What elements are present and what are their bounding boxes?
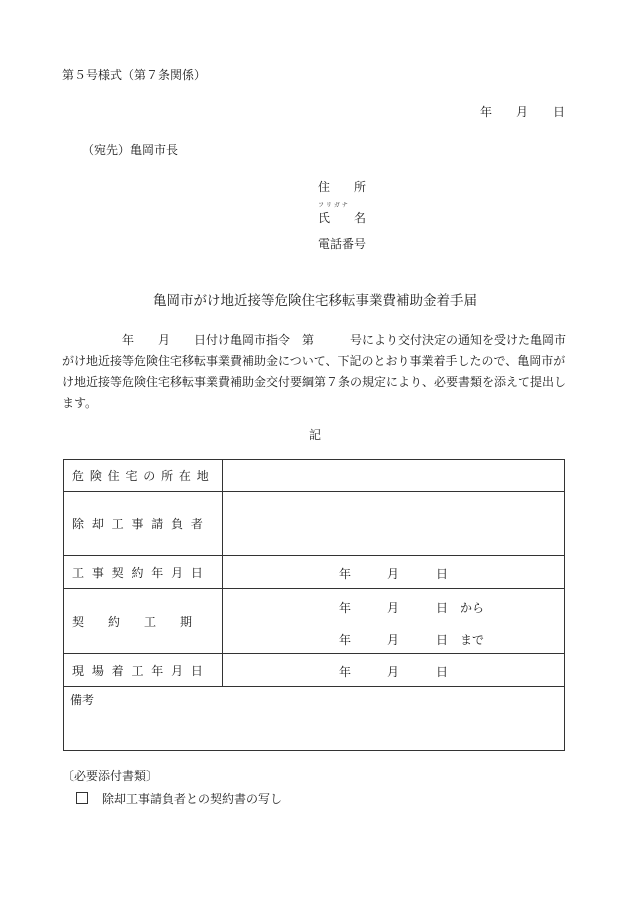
table-row — [64, 460, 565, 492]
site-start-month: 月 — [387, 665, 400, 679]
addressee: （宛先）亀岡市長 — [82, 143, 179, 157]
document-title: 亀岡市がけ地近接等危険住宅移転事業費補助金着手届 — [153, 293, 477, 309]
table-row — [64, 492, 565, 556]
remarks-cell[interactable] — [64, 687, 565, 751]
period-end-month: 月 — [387, 633, 400, 647]
site-start-day: 日 — [436, 665, 449, 679]
contract-year: 年 — [339, 567, 352, 581]
location-label-cell — [64, 460, 223, 492]
checkbox-icon[interactable] — [76, 792, 88, 804]
site-start-label: 現 場 着 工 年 月 日 — [72, 663, 205, 678]
site-start-value[interactable] — [223, 654, 565, 687]
remarks-label: 備考 — [70, 693, 95, 707]
period-until: まで — [460, 633, 485, 647]
ki-heading: 記 — [308, 428, 321, 442]
contract-period-value[interactable] — [223, 589, 565, 654]
contract-period-label-cell — [64, 589, 223, 654]
contract-month: 月 — [387, 567, 400, 581]
date-month: 月 — [516, 105, 529, 119]
period-start-month: 月 — [387, 601, 400, 615]
contractor-label: 除 却 工 事 請 負 者 — [72, 517, 205, 531]
contract-date-value[interactable] — [223, 556, 565, 589]
submission-date — [480, 103, 566, 120]
contractor-value[interactable] — [223, 492, 565, 556]
name-label: 氏 名 — [318, 211, 367, 225]
address-label: 住 所 — [318, 180, 367, 194]
contract-date-label: 工 事 契 約 年 月 日 — [72, 565, 205, 580]
attachment-item-label: 除却工事請負者との契約書の写し — [102, 792, 283, 806]
furigana-label: フ リ ガ ナ — [318, 202, 348, 209]
phone-label: 電話番号 — [318, 237, 367, 251]
contract-date-label-cell — [64, 556, 223, 589]
period-from: から — [460, 601, 485, 615]
details-table — [63, 459, 565, 751]
site-start-label-cell — [64, 654, 223, 687]
period-start-year: 年 — [339, 601, 352, 615]
form-number: 第５号様式（第７条関係） — [62, 68, 207, 82]
table-row — [64, 589, 565, 654]
table-row — [64, 654, 565, 687]
period-end-day: 日 — [436, 633, 449, 647]
body-text: 年 月 日付け亀岡市指令 第 号により交付決定の通知を受けた亀岡市がけ地近接等危険住宅移転事業費補助金について、下記のとおり事業着手したので、亀岡市がけ地近接等危険住宅移転事業費補助金交付要綱第７条の規定により、必要書類を添えて提出します。 — [62, 333, 567, 410]
period-start-day: 日 — [436, 601, 449, 615]
date-year: 年 — [480, 105, 493, 119]
table-row — [64, 687, 565, 751]
location-value[interactable] — [223, 460, 565, 492]
date-day: 日 — [553, 105, 566, 119]
table-row — [64, 556, 565, 589]
contract-day: 日 — [436, 567, 449, 581]
contractor-label-cell — [64, 492, 223, 556]
location-label: 危 険 住 宅 の 所 在 地 — [72, 469, 210, 483]
contract-period-label: 契 約 工 期 — [72, 614, 193, 629]
attachment-item — [76, 790, 282, 807]
attachments-title: 〔必要添付書類〕 — [62, 769, 159, 783]
site-start-year: 年 — [339, 665, 352, 679]
period-end-year: 年 — [339, 633, 352, 647]
